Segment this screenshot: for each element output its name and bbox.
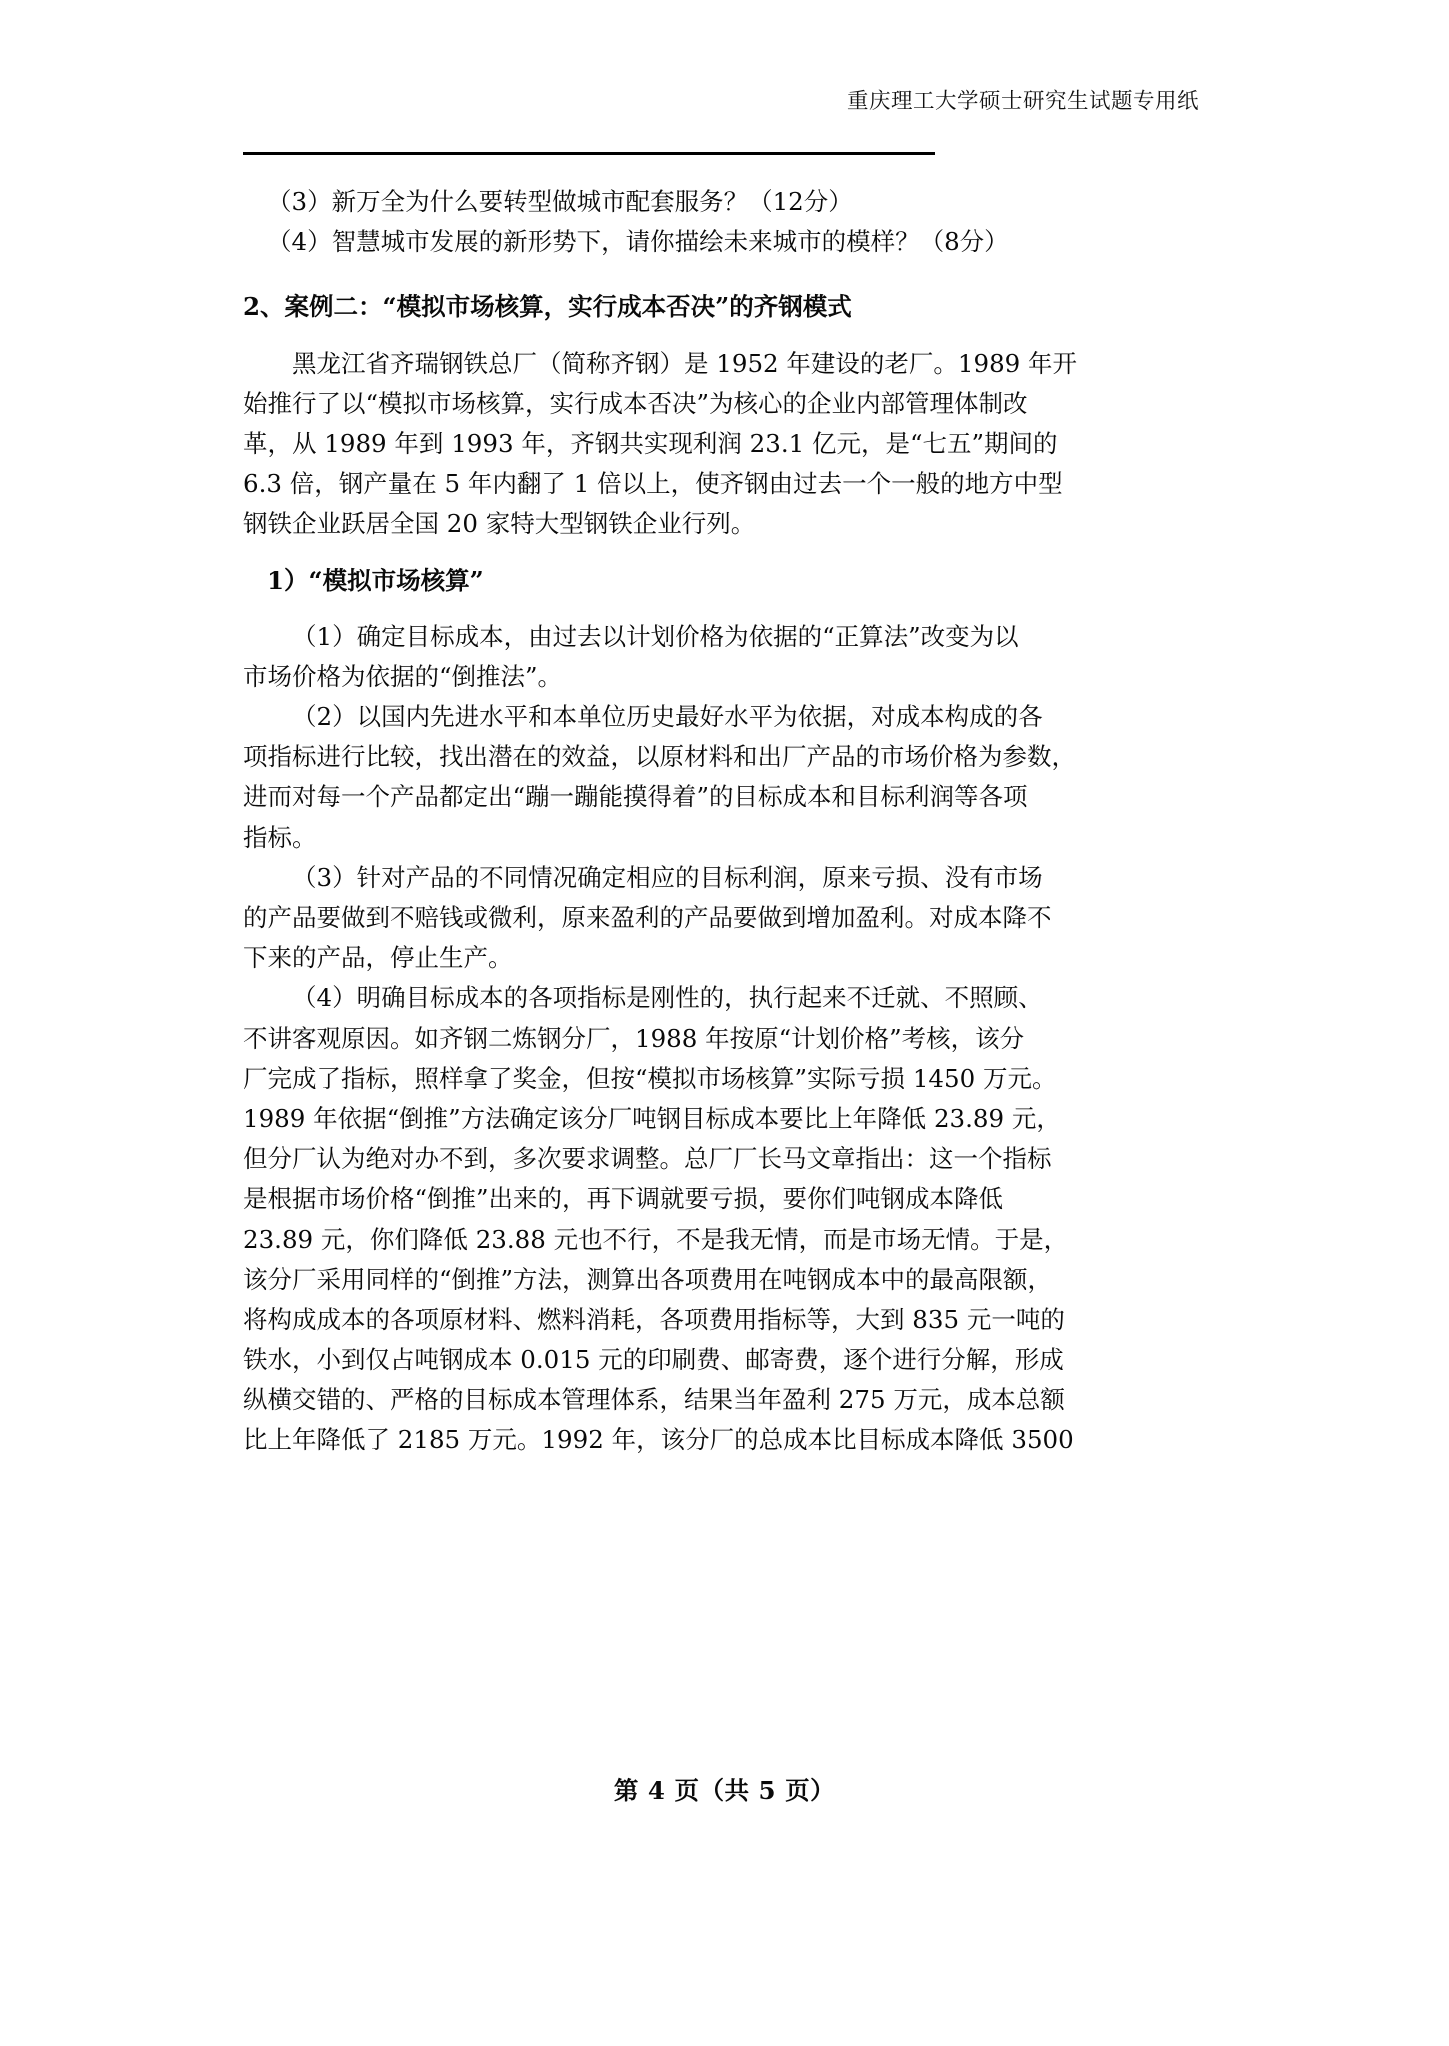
- paragraph-line: 厂完成了指标，照样拿了奖金，但按“模拟市场核算”实际亏损 1450 万元。: [243, 1063, 1057, 1093]
- paragraph-line: 革，从 1989 年到 1993 年，齐钢共实现利润 23.1 亿元，是“七五”期间的: [243, 428, 1058, 458]
- spacer: [243, 328, 943, 344]
- paragraph-line: （2）以国内先进水平和本单位历史最好水平为依据，对成本构成的各: [292, 702, 1043, 732]
- paragraph-line: 钢铁企业跃居全国 20 家特大型钢铁企业行列。: [243, 509, 756, 539]
- paragraph-line: 指标。: [243, 822, 317, 852]
- page-number-label: 第 4 页（共 5 页）: [613, 1776, 836, 1805]
- spacer: [243, 545, 943, 561]
- page-footer: [0, 1772, 1449, 1807]
- subsection-heading-simulated-market: 1）“模拟市场核算”: [267, 565, 484, 595]
- paragraph-line: 市场价格为依据的“倒推法”。: [243, 661, 563, 691]
- paragraph-line: 项指标进行比较，找出潜在的效益，以原材料和出厂产品的市场价格为参数，: [243, 742, 1076, 772]
- question-item: （4）智慧城市发展的新形势下，请你描绘未来城市的模样？（8分）: [267, 227, 1009, 257]
- spacer: [243, 262, 943, 287]
- paragraph-line: （1）确定目标成本，由过去以计划价格为依据的“正算法”改变为以: [292, 621, 1019, 651]
- paragraph-line: 是根据市场价格“倒推”出来的，再下调就要亏损，要你们吨钢成本降低: [243, 1184, 1004, 1214]
- paragraph-line: 不讲客观原因。如齐钢二炼钢分厂，1988 年按原“计划价格”考核，该分: [243, 1023, 1025, 1053]
- section-heading-case-two: 2、案例二：“模拟市场核算，实行成本否决”的齐钢模式: [243, 292, 852, 322]
- paragraph-line: 进而对每一个产品都定出“蹦一蹦能摸得着”的目标成本和目标利润等各项: [243, 782, 1028, 812]
- paragraph-line: （3）针对产品的不同情况确定相应的目标利润，原来亏损、没有市场: [292, 862, 1043, 892]
- paragraph-line: 纵横交错的、严格的目标成本管理体系，结果当年盈利 275 万元，成本总额: [243, 1385, 1065, 1415]
- spacer: [243, 601, 943, 617]
- paragraph-line: 1989 年依据“倒推”方法确定该分厂吨钢目标成本要比上年降低 23.89 元，: [243, 1103, 1061, 1133]
- paragraph-line: 该分厂采用同样的“倒推”方法，测算出各项费用在吨钢成本中的最高限额，: [243, 1264, 1053, 1294]
- paragraph-line: 23.89 元，你们降低 23.88 元也不行，不是我无情，而是市场无情。于是，: [243, 1224, 1069, 1254]
- paragraph-line: 6.3 倍，钢产量在 5 年内翻了 1 倍以上，使齐钢由过去一个一般的地方中型: [243, 469, 1063, 499]
- university-header-title: 重庆理工大学硕士研究生试题专用纸: [846, 89, 1199, 114]
- paragraph-line: 下来的产品，停止生产。: [243, 943, 513, 973]
- document-body: [243, 182, 1078, 1461]
- question-item: （3）新万全为什么要转型做城市配套服务？（12分）: [267, 187, 853, 216]
- paragraph-line: 铁水，小到仅占吨钢成本 0.015 元的印刷费、邮寄费，逐个进行分解，形成: [243, 1345, 1064, 1375]
- paragraph-line: 比上年降低了 2185 万元。1992 年，该分厂的总成本比目标成本降低 3500: [243, 1425, 1074, 1455]
- header-divider-rule: [243, 152, 935, 155]
- paragraph-line: 始推行了以“模拟市场核算，实行成本否决”为核心的企业内部管理体制改: [243, 388, 1028, 418]
- paragraph-line: （4）明确目标成本的各项指标是刚性的，执行起来不迁就、不照顾、: [292, 983, 1043, 1013]
- paragraph-line: 的产品要做到不赔钱或微利，原来盈利的产品要做到增加盈利。对成本降不: [243, 903, 1052, 932]
- paragraph-line: 黑龙江省齐瑞钢铁总厂（简称齐钢）是 1952 年建设的老厂。1989 年开: [292, 348, 1078, 378]
- paragraph-line: 但分厂认为绝对办不到，多次要求调整。总厂厂长马文章指出：这一个指标: [243, 1144, 1052, 1174]
- page-header: [0, 88, 1449, 122]
- paragraph-line: 将构成成本的各项原材料、燃料消耗，各项费用指标等，大到 835 元一吨的: [243, 1304, 1065, 1334]
